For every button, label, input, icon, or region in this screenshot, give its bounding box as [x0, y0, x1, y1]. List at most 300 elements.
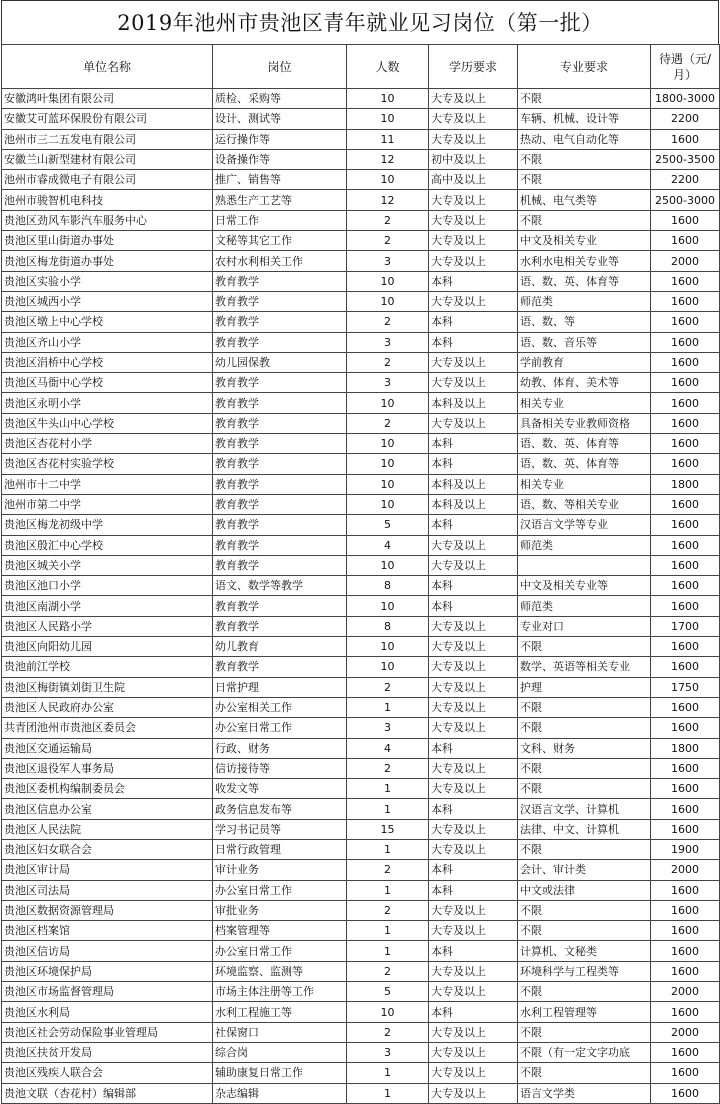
cell-position: 教育教学: [213, 271, 347, 291]
cell-education: 本科: [429, 941, 518, 961]
cell-salary: 1600: [651, 941, 720, 961]
table-row: [2, 251, 720, 271]
cell-education: 大专及以上: [429, 1063, 518, 1083]
cell-unit-name: 贵池区人民法院: [2, 819, 213, 839]
cell-salary: 1600: [651, 758, 720, 778]
cell-salary: 1600: [651, 352, 720, 372]
cell-headcount: 2: [347, 961, 429, 981]
cell-position: 教育教学: [213, 373, 347, 393]
cell-position: 教育教学: [213, 434, 347, 454]
cell-position: 审批业务: [213, 900, 347, 920]
cell-position: 推广、销售等: [213, 170, 347, 190]
cell-major: 语、数、英、体育等: [518, 434, 651, 454]
cell-headcount: 1: [347, 799, 429, 819]
cell-major: 护理: [518, 677, 651, 697]
cell-education: 大专及以上: [429, 555, 518, 575]
cell-major: 不限: [518, 637, 651, 657]
cell-position: 教育教学: [213, 393, 347, 413]
cell-major: 不限: [518, 1022, 651, 1042]
cell-unit-name: 贵池前江学校: [2, 657, 213, 677]
cell-headcount: 8: [347, 616, 429, 636]
cell-education: 大专及以上: [429, 1083, 518, 1103]
header-education: 学历要求: [429, 45, 518, 89]
cell-education: 大专及以上: [429, 535, 518, 555]
cell-headcount: 10: [347, 637, 429, 657]
cell-unit-name: 贵池区永明小学: [2, 393, 213, 413]
cell-major: 机械、电气类等: [518, 190, 651, 210]
cell-salary: 1600: [651, 799, 720, 819]
cell-salary: 1600: [651, 961, 720, 981]
cell-unit-name: 安徽兰山新型建材有限公司: [2, 149, 213, 169]
cell-major: 水利水电相关专业等: [518, 251, 651, 271]
header-major: 专业要求: [518, 45, 651, 89]
cell-salary: 1600: [651, 1042, 720, 1062]
cell-position: 教育教学: [213, 312, 347, 332]
cell-headcount: 10: [347, 89, 429, 109]
cell-position: 质检、采购等: [213, 89, 347, 109]
cell-headcount: 4: [347, 738, 429, 758]
table-row: [2, 839, 720, 859]
cell-education: 大专及以上: [429, 251, 518, 271]
cell-major: 语言文学类: [518, 1083, 651, 1103]
cell-unit-name: 贵池区涓桥中心学校: [2, 352, 213, 372]
cell-education: 大专及以上: [429, 697, 518, 717]
table-row: [2, 900, 720, 920]
cell-position: 审计业务: [213, 860, 347, 880]
cell-major: 不限: [518, 697, 651, 717]
cell-major: 不限: [518, 779, 651, 799]
table-row: [2, 190, 720, 210]
cell-headcount: 12: [347, 190, 429, 210]
recruitment-sheet: [1, 0, 719, 1104]
cell-unit-name: 贵池区马衙中心学校: [2, 373, 213, 393]
cell-salary: 1600: [651, 657, 720, 677]
cell-major: 水利工程管理等: [518, 1002, 651, 1022]
cell-education: 大专及以上: [429, 758, 518, 778]
table-row: [2, 677, 720, 697]
cell-salary: 1600: [651, 637, 720, 657]
cell-headcount: 3: [347, 332, 429, 352]
cell-headcount: 1: [347, 1083, 429, 1103]
cell-headcount: 2: [347, 210, 429, 230]
cell-education: 大专及以上: [429, 129, 518, 149]
cell-position: 教育教学: [213, 291, 347, 311]
table-row: [2, 555, 720, 575]
table-row: [2, 657, 720, 677]
table-row: [2, 758, 720, 778]
cell-headcount: 15: [347, 819, 429, 839]
cell-unit-name: 池州市第二中学: [2, 494, 213, 514]
cell-major: 中文及相关专业等: [518, 576, 651, 596]
table-row: [2, 393, 720, 413]
cell-unit-name: 贵池区南湖小学: [2, 596, 213, 616]
cell-headcount: 10: [347, 657, 429, 677]
cell-salary: 1600: [651, 231, 720, 251]
cell-position: 收发文等: [213, 779, 347, 799]
cell-unit-name: 贵池区信访局: [2, 941, 213, 961]
cell-unit-name: 贵池区信息办公室: [2, 799, 213, 819]
table-row: [2, 738, 720, 758]
cell-headcount: 5: [347, 515, 429, 535]
cell-headcount: 10: [347, 474, 429, 494]
cell-major: 不限: [518, 839, 651, 859]
cell-major: 文科、财务: [518, 738, 651, 758]
cell-salary: 1600: [651, 718, 720, 738]
table-row: [2, 718, 720, 738]
table-row: [2, 779, 720, 799]
header-salary: 待遇（元/月）: [651, 45, 720, 89]
cell-major: 师范类: [518, 291, 651, 311]
cell-unit-name: 贵池区委机构编制委员会: [2, 779, 213, 799]
cell-headcount: 10: [347, 1002, 429, 1022]
table-row: [2, 1042, 720, 1062]
cell-position: 教育教学: [213, 413, 347, 433]
table-row: [2, 434, 720, 454]
cell-unit-name: 共青团池州市贵池区委员会: [2, 718, 213, 738]
cell-unit-name: 贵池区梅龙街道办事处: [2, 251, 213, 271]
cell-education: 大专及以上: [429, 839, 518, 859]
cell-headcount: 2: [347, 352, 429, 372]
cell-headcount: 2: [347, 1022, 429, 1042]
cell-headcount: 10: [347, 109, 429, 129]
cell-salary: 1900: [651, 839, 720, 859]
cell-education: 大专及以上: [429, 352, 518, 372]
cell-salary: 1750: [651, 677, 720, 697]
table-row: [2, 1022, 720, 1042]
cell-salary: 2000: [651, 251, 720, 271]
cell-education: 大专及以上: [429, 819, 518, 839]
cell-education: 本科及以上: [429, 494, 518, 514]
cell-unit-name: 贵池区档案馆: [2, 921, 213, 941]
cell-unit-name: 贵池区城关小学: [2, 555, 213, 575]
table-row: [2, 1002, 720, 1022]
cell-position: 办公室相关工作: [213, 697, 347, 717]
cell-major: 语、数、英、体育等: [518, 454, 651, 474]
table-row: [2, 921, 720, 941]
cell-unit-name: 贵池文联（杏花村）编辑部: [2, 1083, 213, 1103]
table-row: [2, 982, 720, 1002]
cell-major: 师范类: [518, 596, 651, 616]
cell-education: 大专及以上: [429, 109, 518, 129]
cell-education: 本科: [429, 799, 518, 819]
cell-salary: 1800: [651, 474, 720, 494]
cell-headcount: 1: [347, 1063, 429, 1083]
cell-major: 车辆、机械、设计等: [518, 109, 651, 129]
cell-education: 本科: [429, 454, 518, 474]
cell-salary: 2200: [651, 170, 720, 190]
cell-unit-name: 贵池区齐山小学: [2, 332, 213, 352]
cell-unit-name: 池州市三二五发电有限公司: [2, 129, 213, 149]
cell-major: 法律、中文、计算机: [518, 819, 651, 839]
table-row: [2, 89, 720, 109]
table-row: [2, 291, 720, 311]
cell-education: 大专及以上: [429, 921, 518, 941]
cell-position: 熟悉生产工艺等: [213, 190, 347, 210]
cell-major: 不限: [518, 718, 651, 738]
cell-salary: 1600: [651, 494, 720, 514]
cell-education: 本科及以上: [429, 474, 518, 494]
cell-unit-name: 贵池区墩上中心学校: [2, 312, 213, 332]
cell-headcount: 3: [347, 251, 429, 271]
cell-unit-name: 贵池区扶贫开发局: [2, 1042, 213, 1062]
cell-unit-name: 贵池区里山街道办事处: [2, 231, 213, 251]
cell-major: 幼教、体育、美术等: [518, 373, 651, 393]
cell-education: 大专及以上: [429, 1042, 518, 1062]
table-row: [2, 413, 720, 433]
cell-headcount: 10: [347, 291, 429, 311]
cell-unit-name: 池州市十二中学: [2, 474, 213, 494]
cell-position: 教育教学: [213, 454, 347, 474]
cell-salary: 1600: [651, 210, 720, 230]
cell-unit-name: 贵池区环境保护局: [2, 961, 213, 981]
cell-unit-name: 贵池区杏花村小学: [2, 434, 213, 454]
cell-education: 大专及以上: [429, 231, 518, 251]
cell-position: 农村水利相关工作: [213, 251, 347, 271]
cell-headcount: 1: [347, 779, 429, 799]
cell-unit-name: 贵池区妇女联合会: [2, 839, 213, 859]
cell-education: 初中及以上: [429, 149, 518, 169]
cell-salary: 1600: [651, 291, 720, 311]
table-row: [2, 961, 720, 981]
cell-unit-name: 贵池区残疾人联合会: [2, 1063, 213, 1083]
cell-salary: 1600: [651, 515, 720, 535]
cell-major: 中文及相关专业: [518, 231, 651, 251]
cell-position: 日常工作: [213, 210, 347, 230]
cell-education: 本科: [429, 1002, 518, 1022]
cell-headcount: 5: [347, 982, 429, 1002]
cell-headcount: 1: [347, 839, 429, 859]
cell-major: 数学、英语等相关专业: [518, 657, 651, 677]
cell-position: 学习书记员等: [213, 819, 347, 839]
cell-salary: 1600: [651, 880, 720, 900]
cell-headcount: 3: [347, 373, 429, 393]
cell-position: 杂志编辑: [213, 1083, 347, 1103]
cell-position: 教育教学: [213, 596, 347, 616]
cell-salary: 1800-3000: [651, 89, 720, 109]
cell-education: 大专及以上: [429, 637, 518, 657]
cell-major: 热动、电气自动化等: [518, 129, 651, 149]
cell-major: 不限: [518, 921, 651, 941]
cell-salary: 1600: [651, 413, 720, 433]
cell-unit-name: 贵池区司法局: [2, 880, 213, 900]
table-row: [2, 941, 720, 961]
table-row: [2, 1063, 720, 1083]
cell-position: 市场主体注册等工作: [213, 982, 347, 1002]
cell-education: 本科: [429, 271, 518, 291]
cell-education: 大专及以上: [429, 677, 518, 697]
cell-headcount: 2: [347, 758, 429, 778]
cell-major: 语、数、英、体育等: [518, 271, 651, 291]
cell-salary: 1600: [651, 454, 720, 474]
cell-salary: 1600: [651, 393, 720, 413]
cell-salary: 2500-3000: [651, 190, 720, 210]
cell-education: 本科: [429, 332, 518, 352]
cell-unit-name: 贵池区人民政府办公室: [2, 697, 213, 717]
cell-unit-name: 贵池区牛头山中心学校: [2, 413, 213, 433]
cell-education: 大专及以上: [429, 961, 518, 981]
cell-education: 大专及以上: [429, 718, 518, 738]
cell-unit-name: 贵池区退役军人事务局: [2, 758, 213, 778]
cell-position: 教育教学: [213, 616, 347, 636]
table-row: [2, 799, 720, 819]
table-row: [2, 880, 720, 900]
cell-major: 计算机、文秘类: [518, 941, 651, 961]
table-row: [2, 596, 720, 616]
cell-education: 大专及以上: [429, 291, 518, 311]
cell-headcount: 10: [347, 454, 429, 474]
cell-salary: 1600: [651, 921, 720, 941]
cell-major: 中文或法律: [518, 880, 651, 900]
cell-unit-name: 贵池区社会劳动保险事业管理局: [2, 1022, 213, 1042]
cell-education: 大专及以上: [429, 89, 518, 109]
cell-major: 不限: [518, 149, 651, 169]
cell-salary: 2000: [651, 982, 720, 1002]
cell-unit-name: 池州市睿成微电子有限公司: [2, 170, 213, 190]
cell-education: 大专及以上: [429, 190, 518, 210]
table-row: [2, 373, 720, 393]
cell-unit-name: 贵池区交通运输局: [2, 738, 213, 758]
cell-education: 本科: [429, 596, 518, 616]
cell-education: 高中及以上: [429, 170, 518, 190]
table-row: [2, 576, 720, 596]
cell-position: 办公室日常工作: [213, 718, 347, 738]
header-headcount: 人数: [347, 45, 429, 89]
cell-salary: 1600: [651, 555, 720, 575]
cell-headcount: 10: [347, 170, 429, 190]
cell-headcount: 10: [347, 596, 429, 616]
cell-unit-name: 贵池区审计局: [2, 860, 213, 880]
cell-headcount: 2: [347, 900, 429, 920]
cell-unit-name: 贵池区人民路小学: [2, 616, 213, 636]
cell-position: 环境监察、监测等: [213, 961, 347, 981]
cell-unit-name: 贵池区梅龙初级中学: [2, 515, 213, 535]
cell-education: 大专及以上: [429, 413, 518, 433]
table-row: [2, 637, 720, 657]
header-unit-name: 单位名称: [2, 45, 213, 89]
cell-position: 文秘等其它工作: [213, 231, 347, 251]
cell-headcount: 2: [347, 231, 429, 251]
cell-major: 不限: [518, 982, 651, 1002]
cell-major: [518, 555, 651, 575]
table-row: [2, 332, 720, 352]
cell-position: 教育教学: [213, 494, 347, 514]
cell-headcount: 10: [347, 393, 429, 413]
table-row: [2, 474, 720, 494]
table-row: [2, 454, 720, 474]
cell-education: 大专及以上: [429, 1022, 518, 1042]
cell-headcount: 1: [347, 941, 429, 961]
cell-major: 不限: [518, 758, 651, 778]
cell-major: 专业对口: [518, 616, 651, 636]
table-row: [2, 129, 720, 149]
header-position: 岗位: [213, 45, 347, 89]
cell-unit-name: 贵池区实验小学: [2, 271, 213, 291]
cell-major: 具备相关专业教师资格: [518, 413, 651, 433]
cell-salary: 1700: [651, 616, 720, 636]
cell-education: 大专及以上: [429, 657, 518, 677]
cell-position: 教育教学: [213, 515, 347, 535]
cell-major: 学前教育: [518, 352, 651, 372]
cell-unit-name: 贵池区杏花村实验学校: [2, 454, 213, 474]
cell-headcount: 2: [347, 312, 429, 332]
table-row: [2, 535, 720, 555]
cell-unit-name: 贵池区水利局: [2, 1002, 213, 1022]
cell-position: 辅助康复日常工作: [213, 1063, 347, 1083]
table-row: [2, 109, 720, 129]
cell-major: 语、数、音乐等: [518, 332, 651, 352]
cell-headcount: 8: [347, 576, 429, 596]
cell-headcount: 10: [347, 555, 429, 575]
cell-salary: 1600: [651, 576, 720, 596]
cell-salary: 1600: [651, 271, 720, 291]
cell-major: 会计、审计类: [518, 860, 651, 880]
cell-salary: 1600: [651, 129, 720, 149]
cell-salary: 1600: [651, 1063, 720, 1083]
cell-salary: 1600: [651, 332, 720, 352]
cell-position: 幼儿教育: [213, 637, 347, 657]
cell-headcount: 2: [347, 860, 429, 880]
cell-education: 大专及以上: [429, 982, 518, 1002]
cell-position: 办公室日常工作: [213, 880, 347, 900]
cell-position: 行政、财务: [213, 738, 347, 758]
cell-salary: 1600: [651, 535, 720, 555]
cell-headcount: 2: [347, 413, 429, 433]
cell-unit-name: 贵池区殷汇中心学校: [2, 535, 213, 555]
cell-education: 大专及以上: [429, 616, 518, 636]
cell-position: 教育教学: [213, 657, 347, 677]
cell-education: 本科: [429, 576, 518, 596]
cell-position: 日常护理: [213, 677, 347, 697]
cell-major: 相关专业: [518, 393, 651, 413]
cell-headcount: 3: [347, 718, 429, 738]
cell-education: 本科: [429, 860, 518, 880]
cell-salary: 1600: [651, 434, 720, 454]
cell-position: 社保窗口: [213, 1022, 347, 1042]
cell-salary: 1600: [651, 1002, 720, 1022]
cell-salary: 1600: [651, 1083, 720, 1103]
table-row: [2, 352, 720, 372]
cell-position: 设备操作等: [213, 149, 347, 169]
table-row: [2, 271, 720, 291]
cell-education: 本科: [429, 312, 518, 332]
cell-major: 汉语言文学等专业: [518, 515, 651, 535]
cell-major: 不限: [518, 1063, 651, 1083]
cell-salary: 1600: [651, 779, 720, 799]
cell-headcount: 1: [347, 880, 429, 900]
cell-headcount: 4: [347, 535, 429, 555]
table-row: [2, 231, 720, 251]
cell-position: 教育教学: [213, 332, 347, 352]
page-title: 2019年池州市贵池区青年就业见习岗位（第一批）: [1, 0, 719, 44]
cell-position: 办公室日常工作: [213, 941, 347, 961]
cell-headcount: 10: [347, 434, 429, 454]
cell-education: 本科: [429, 880, 518, 900]
cell-unit-name: 池州市骏智机电科技: [2, 190, 213, 210]
cell-unit-name: 安徽艾可蓝环保股份有限公司: [2, 109, 213, 129]
cell-position: 档案管理等: [213, 921, 347, 941]
cell-salary: 2000: [651, 1022, 720, 1042]
cell-position: 日常行政管理: [213, 839, 347, 859]
cell-unit-name: 贵池区城西小学: [2, 291, 213, 311]
cell-headcount: 3: [347, 1042, 429, 1062]
cell-major: 不限: [518, 210, 651, 230]
cell-unit-name: 贵池区劲风车影汽车服务中心: [2, 210, 213, 230]
table-row: [2, 149, 720, 169]
table-row: [2, 697, 720, 717]
cell-position: 教育教学: [213, 555, 347, 575]
cell-unit-name: 安徽鸿叶集团有限公司: [2, 89, 213, 109]
table-row: [2, 1083, 720, 1103]
